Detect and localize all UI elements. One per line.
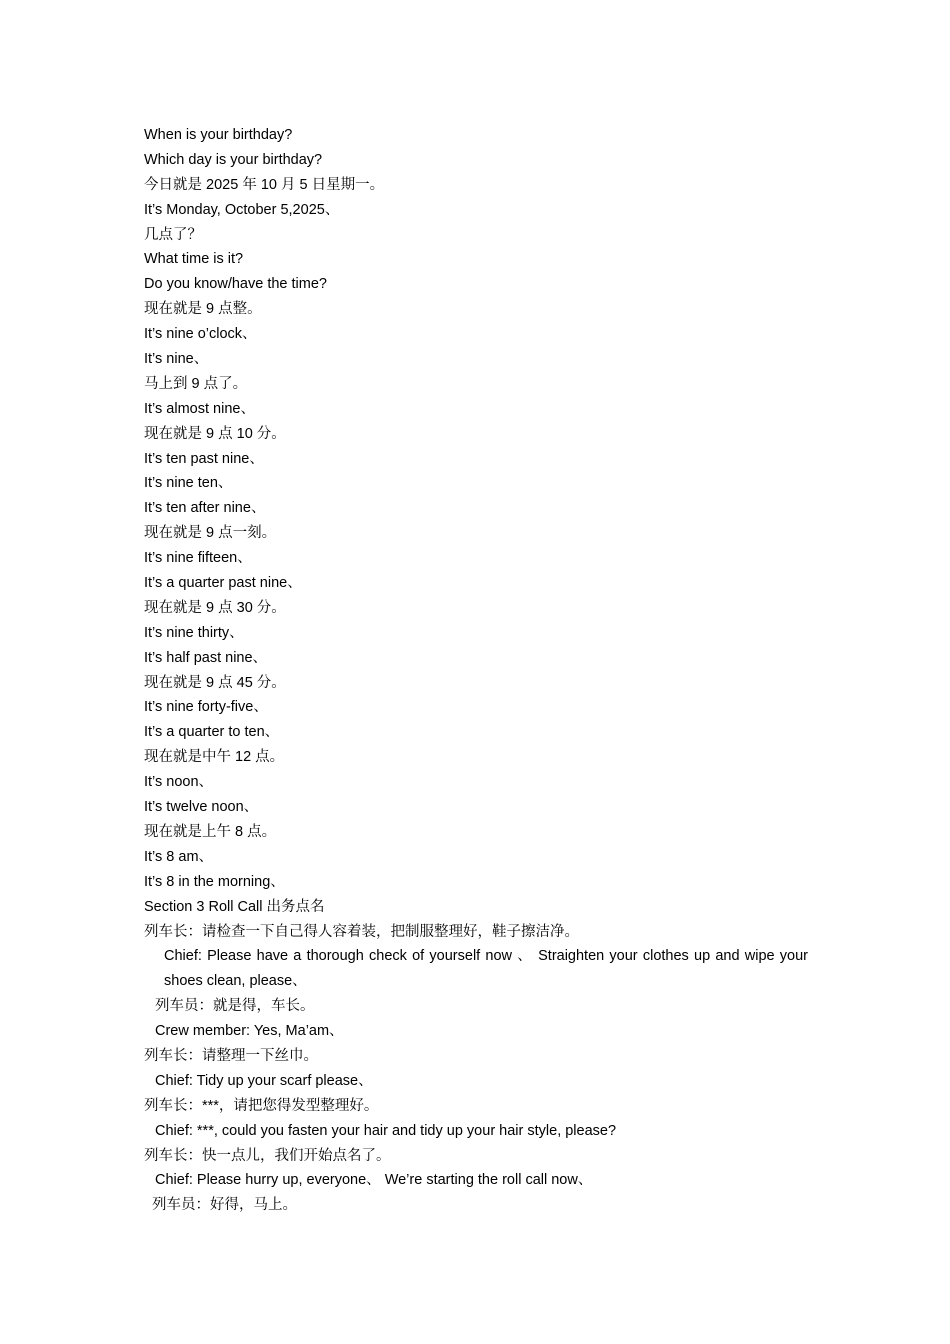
text-line: It’s almost nine、 [144, 400, 255, 417]
text-line: It’s half past nine、 [144, 649, 268, 666]
dialogue-line: 列车员：就是得，车长。 [155, 998, 315, 1015]
text-line: 今日就是 2025 年 10 月 5 日星期一。 [144, 176, 385, 193]
text-line: It’s ten after nine、 [144, 500, 266, 517]
section-heading: Section 3 Roll Call 出务点名 [144, 898, 325, 915]
text-line: It’s a quarter past nine、 [144, 575, 302, 592]
text-line: 现在就是 9 点 45 分。 [144, 674, 286, 691]
text-line: It’s 8 in the morning、 [144, 873, 285, 890]
text-line: It’s nine forty-five、 [144, 699, 268, 716]
text-line: It’s noon、 [144, 774, 214, 791]
text-line: It’s Monday, October 5,2025、 [144, 201, 340, 218]
dialogue-line: 列车长：快一点儿，我们开始点名了。 [144, 1147, 391, 1164]
text-line: Do you know/have the time? [144, 276, 327, 293]
text-line: 马上到 9 点了。 [144, 375, 248, 392]
document-body [144, 123, 808, 1218]
dialogue-line: 列车长：请整理一下丝巾。 [144, 1047, 318, 1064]
text-line: It’s nine o’clock、 [144, 326, 257, 343]
text-line: It’s nine、 [144, 351, 209, 368]
text-line: 列车长：请检查一下自己得人容着装，把制服整理好，鞋子擦洁净。 [144, 923, 579, 940]
text-line: It’s nine fifteen、 [144, 550, 252, 567]
dialogue-line: Crew member: Yes, Ma’am、 [155, 1023, 344, 1040]
text-line: 现在就是 9 点 30 分。 [144, 599, 286, 616]
text-line: It’s ten past nine、 [144, 450, 264, 467]
text-line: 现在就是中午 12 点。 [144, 749, 285, 766]
text-line: It’s a quarter to ten、 [144, 724, 280, 741]
text-line: 现在就是上午 8 点。 [144, 823, 277, 840]
text-line: It’s twelve noon、 [144, 799, 259, 816]
text-line: It’s nine thirty、 [144, 624, 244, 641]
dialogue-line: Chief: ***, could you fasten your hair and tidy up your hair style, please? [155, 1122, 617, 1139]
dialogue-line: Chief: Please hurry up, everyone、 We’re starting the roll call now、 [155, 1172, 593, 1189]
dialogue-line: 列车员：好得，马上。 [152, 1197, 297, 1214]
text-line: 现在就是 9 点 10 分。 [144, 425, 286, 442]
text-line: It’s 8 am、 [144, 848, 214, 865]
text-line: It’s nine ten、 [144, 475, 233, 492]
text-line: 几点了？ [144, 226, 202, 243]
text-line: Which day is your birthday? [144, 151, 323, 168]
chief-check-paragraph: Chief: Please have a thorough check of yourself now 、 Straighten your clothes up and wipe your shoes clean, please、 [164, 948, 808, 990]
dialogue-line: Chief: Tidy up your scarf please、 [155, 1072, 373, 1089]
text-line: 现在就是 9 点整。 [144, 301, 262, 318]
text-line: 现在就是 9 点一刻。 [144, 525, 277, 542]
text-line: When is your birthday? [144, 127, 293, 143]
text-line: What time is it? [144, 251, 244, 268]
dialogue-line: 列车长：***，请把您得发型整理好。 [144, 1097, 379, 1114]
